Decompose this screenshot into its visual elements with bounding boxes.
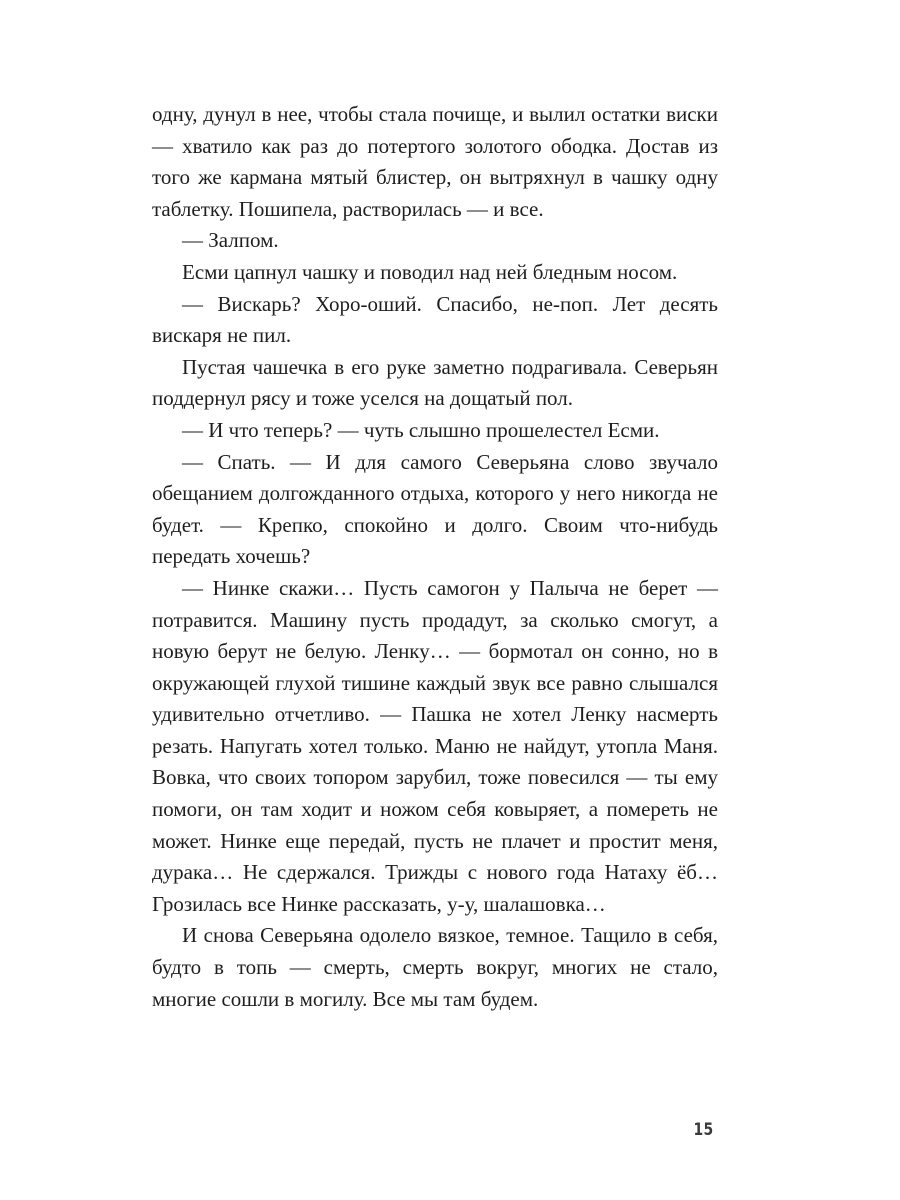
paragraph-2: — Залпом. — [182, 228, 279, 253]
paragraph-1: одну, дунул в нее, чтобы стала почище, и вылил остатки виски — хватило как раз до потертого золотого ободка. Достав из того же кармана мятый блистер, он вытряхнул в чашку одну таблетку. Пошипела, растворилась — и все. — [152, 102, 718, 221]
paragraph-3: Есми цапнул чашку и поводил над ней бледным носом. — [182, 259, 678, 284]
paragraph-9: И снова Северьяна одолело вязкое, темное. Тащило в себя, будто в топь — смерть, смерть вокруг, многих не стало, многие сошли в могилу. Все мы там будем. — [152, 923, 718, 1011]
page-number: 15 — [693, 1120, 714, 1140]
paragraph-6: — И что теперь? — чуть слышно прошелестел Есми. — [182, 417, 660, 442]
paragraph-8: — Нинке скажи… Пусть самогон у Палыча не берет — потравится. Машину пусть продадут, за сколько смогут, а новую берут не белую. Ленку… — бормотал он сонно, но в окружающей глухой тишине каждый звук все равно слышался удивительно отчетливо. — Пашка не хотел Ленку насмерть резать. Напугать хотел только. Маню не найдут, утопла Маня. Вовка, что своих топором зарубил, тоже повесился — ты ему помоги, он там ходит и ножом себя ковыряет, а помереть не может. Нинке еще передай, пусть не плачет и простит меня, дурака… Не сдержался. Трижды с нового года Натаху ёб… Грозилась все Нинке рассказать, у-у, шалашовка… — [152, 575, 718, 916]
paragraph-7: — Спать. — И для самого Северьяна слово звучало обещанием долгожданного отдыха, которого у него никогда не будет. — Крепко, спокойно и долго. Своим что-нибудь передать хочешь? — [152, 449, 718, 569]
body-text — [152, 99, 718, 1015]
paragraph-5: Пустая чашечка в его руке заметно подрагивала. Северьян поддернул рясу и тоже уселся на дощатый пол. — [152, 354, 718, 411]
paragraph-4: — Вискарь? Хоро-оший. Спасибо, не-поп. Лет десять вискаря не пил. — [152, 291, 718, 348]
